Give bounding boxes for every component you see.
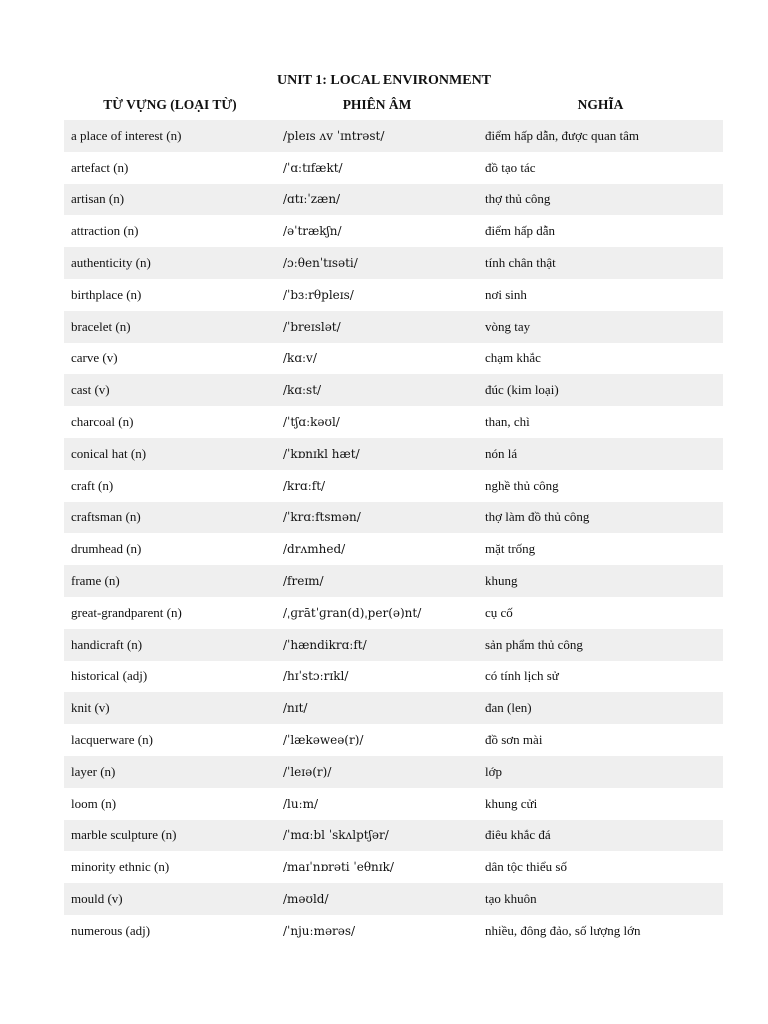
table-row [64,374,723,406]
word-cell: layer (n) [64,756,276,788]
ipa-cell: /ˈtʃɑːkəʊl/ [283,415,340,430]
word-cell: historical (adj) [71,668,148,684]
header-word: TỪ VỰNG (LOẠI TỪ) [103,97,237,112]
ipa-cell: /ˈbreɪslət/ [276,311,478,343]
ipa-cell: /ˈlækəweə(r)/ [283,733,364,748]
table-row [64,820,723,852]
meaning-cell: mặt trống [485,541,536,557]
table-row [64,438,723,470]
table-row [64,597,723,629]
table-body [64,120,723,947]
meaning-cell: điêu khắc đá [478,820,723,852]
meaning-cell: nhiều, đông đảo, số lượng lớn [485,922,641,938]
ipa-cell: /drʌmhed/ [283,542,346,557]
word-cell: loom (n) [71,795,117,811]
meaning-cell: đúc (kim loại) [478,374,723,406]
ipa-cell: /luːm/ [283,796,319,811]
word-cell: attraction (n) [71,223,139,239]
meaning-cell: khung [478,565,723,597]
table-row [64,406,723,438]
ipa-cell: /ˈhændikrɑːft/ [276,629,478,661]
ipa-cell: /ˈɑːtɪfækt/ [283,160,343,175]
ipa-cell: /ˈnjuːmərəs/ [283,923,356,938]
meaning-cell: điểm hấp dẫn [485,223,556,239]
meaning-cell: thợ thủ công [478,184,723,216]
meaning-cell: dân tộc thiểu số [485,859,567,875]
ipa-cell: /ˈleɪə(r)/ [276,756,478,788]
table-row [64,502,723,534]
table-row [64,152,723,184]
word-cell: bracelet (n) [64,311,276,343]
word-cell: great-grandparent (n) [71,604,182,620]
word-cell: lacquerware (n) [71,732,153,748]
word-cell: cast (v) [64,374,276,406]
word-cell: marble sculpture (n) [64,820,276,852]
table-row [64,788,723,820]
meaning-cell: nón lá [478,438,723,470]
table-row [64,883,723,915]
ipa-cell: /əˈtrækʃn/ [283,224,342,239]
word-cell: artisan (n) [64,184,276,216]
ipa-cell: /hɪˈstɔːrɪkl/ [283,669,349,684]
word-cell: authenticity (n) [64,247,276,279]
header-ipa: PHIÊN ÂM [342,97,412,112]
meaning-cell: khung cửi [485,795,538,811]
page-title: UNIT 1: LOCAL ENVIRONMENT [276,73,492,88]
meaning-cell: sản phẩm thủ công [478,629,723,661]
ipa-cell: /nɪt/ [276,692,478,724]
meaning-cell: nghề thủ công [485,477,559,493]
word-cell: numerous (adj) [71,922,151,938]
header-meaning: NGHĨA [577,97,624,112]
meaning-cell: chạm khắc [485,350,541,366]
vocabulary-table [64,90,723,947]
table-row [64,692,723,724]
meaning-cell: đan (len) [478,692,723,724]
table-header-row [64,90,723,120]
table-row [64,724,723,756]
meaning-cell: thợ làm đồ thủ công [478,502,723,534]
word-cell: handicraft (n) [64,629,276,661]
meaning-cell: than, chì [485,414,530,430]
word-cell: frame (n) [64,565,276,597]
table-row [64,311,723,343]
meaning-cell: cụ cố [485,604,513,620]
meaning-cell: tạo khuôn [478,883,723,915]
word-cell: minority ethnic (n) [71,859,170,875]
table-row [64,184,723,216]
meaning-cell: đồ tạo tác [485,159,536,175]
ipa-cell: /ˈmɑːbl ˈskʌlptʃər/ [276,820,478,852]
meaning-cell: lớp [478,756,723,788]
table-row [64,756,723,788]
word-cell: conical hat (n) [64,438,276,470]
meaning-cell: nơi sinh [485,286,527,302]
ipa-cell: /ˈkɒnɪkl hæt/ [276,438,478,470]
meaning-cell: có tính lịch sử [485,668,559,684]
ipa-cell: /krɑːft/ [283,478,326,493]
word-cell: drumhead (n) [71,541,142,557]
word-cell: a place of interest (n) [64,120,276,152]
table-row [64,565,723,597]
meaning-cell: vòng tay [478,311,723,343]
word-cell: artefact (n) [71,159,129,175]
meaning-cell: tính chân thật [478,247,723,279]
table-row [64,120,723,152]
ipa-cell: /kɑːv/ [283,351,317,366]
table-row [64,629,723,661]
word-cell: craft (n) [71,477,114,493]
table-row [64,470,723,502]
table-row [64,279,723,311]
word-cell: birthplace (n) [71,286,142,302]
word-cell: knit (v) [64,692,276,724]
table-row [64,533,723,565]
ipa-cell: /ˌɡrātˈɡran(d)ˌper(ə)nt/ [283,605,422,620]
ipa-cell: /kɑːst/ [276,374,478,406]
meaning-cell: đồ sơn mài [485,732,543,748]
meaning-cell: điểm hấp dẫn, được quan tâm [478,120,723,152]
table-row [64,915,723,947]
table-row [64,215,723,247]
table-row [64,851,723,883]
word-cell: craftsman (n) [64,502,276,534]
ipa-cell: /maɪˈnɒrəti ˈeθnɪk/ [283,860,394,875]
table-row [64,661,723,693]
ipa-cell: /ˈbɜːrθpleɪs/ [283,287,354,302]
ipa-cell: /məʊld/ [276,883,478,915]
word-cell: mould (v) [64,883,276,915]
ipa-cell: /pleɪs ʌv ˈɪntrəst/ [276,120,478,152]
ipa-cell: /ɔːθenˈtɪsəti/ [276,247,478,279]
ipa-cell: /ɑtɪːˈzæn/ [276,184,478,216]
word-cell: charcoal (n) [71,414,134,430]
ipa-cell: /freɪm/ [276,565,478,597]
table-row [64,343,723,375]
word-cell: carve (v) [71,350,118,366]
table-row [64,247,723,279]
ipa-cell: /ˈkrɑːftsmən/ [276,502,478,534]
